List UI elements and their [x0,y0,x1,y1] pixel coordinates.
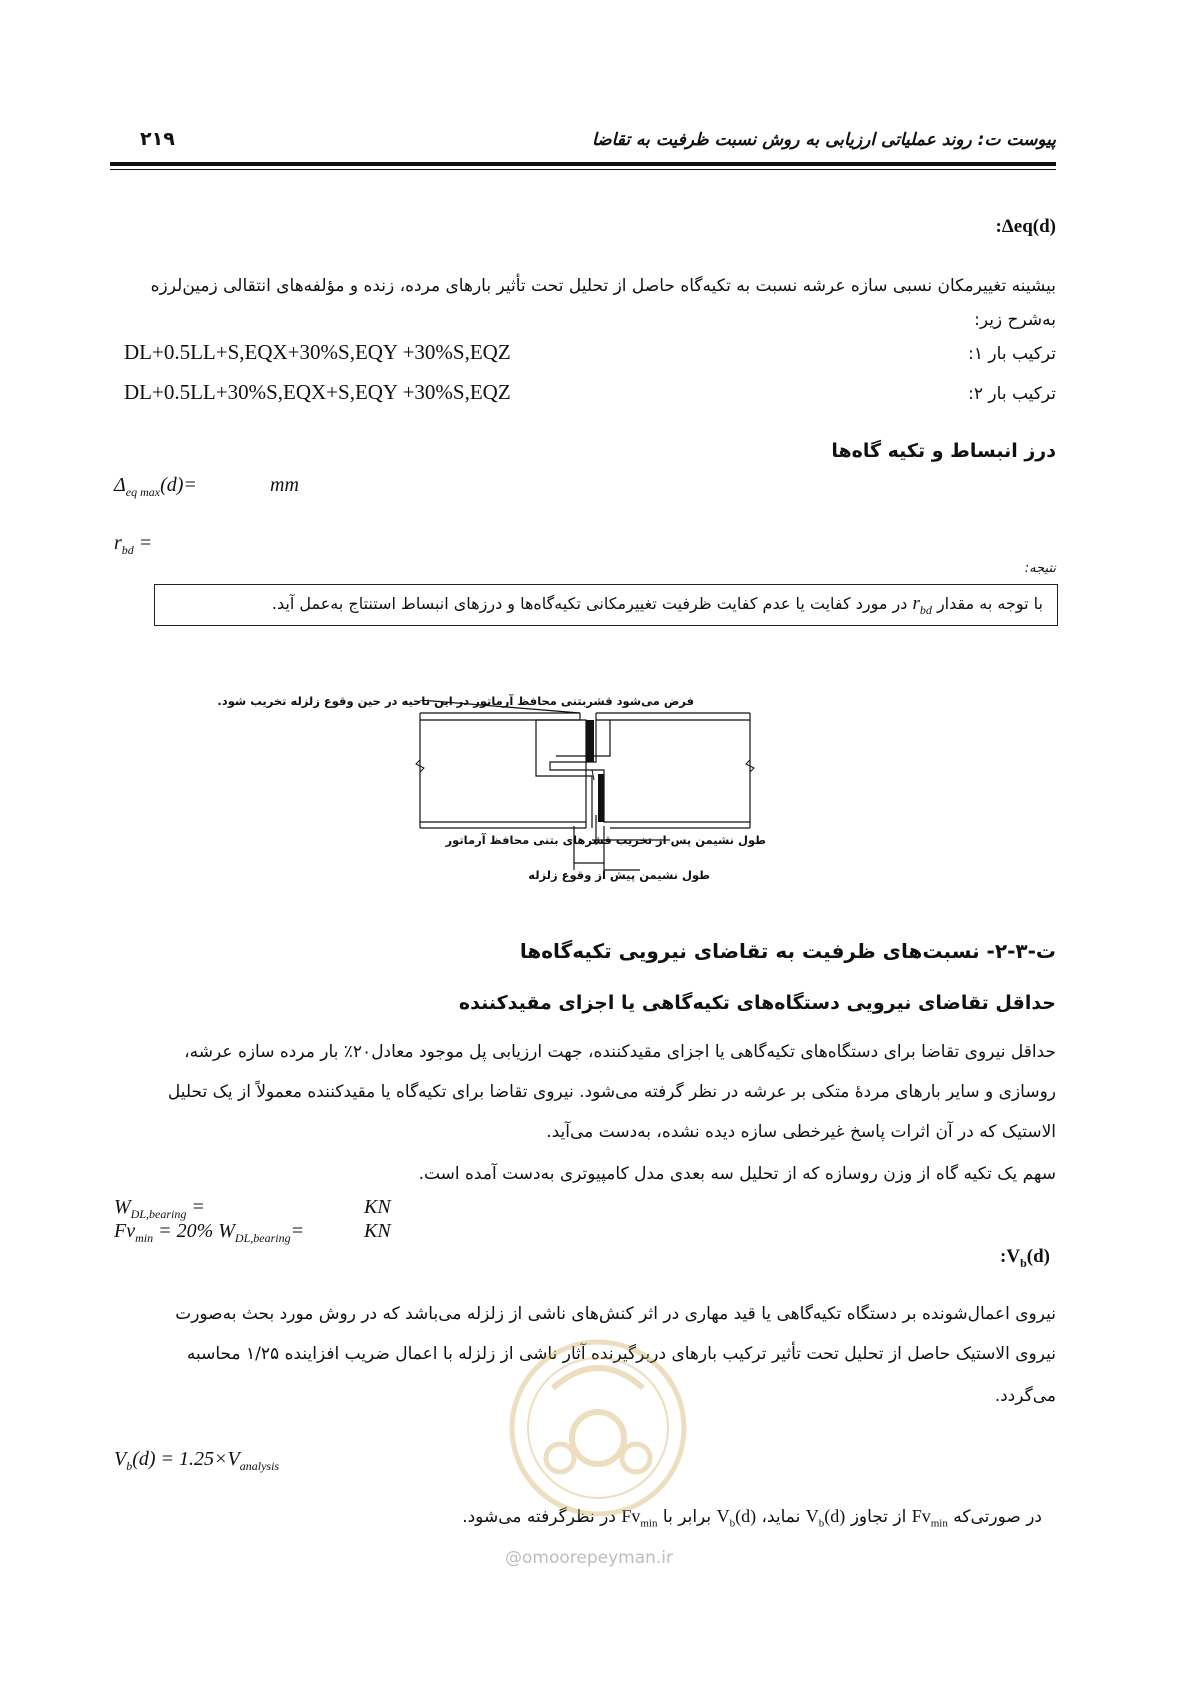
paragraph-delta-eq-line2: به‌شرح زیر: [974,310,1056,330]
page-number: ۲۱۹ [140,128,175,150]
rbd-inline-symbol: $r_{bd}$ [912,593,932,617]
watermark-text: @omoorepeyman.ir [505,1548,674,1568]
vb-symbol: $:V_b(d)$ [1000,1246,1050,1270]
w-dl-bearing-formula: $W_{DL,bearing}$ = [114,1196,205,1221]
section-heading-expansion-joint: درز انبساط و تکیه گاه‌ها [831,440,1056,462]
load-combo-1-label: ترکیب بار ۱: [968,344,1056,364]
subheading-min-demand: حداقل تقاضای نیرویی دستگاه‌های تکیه‌گاهی یا اجزای مقیدکننده [458,992,1056,1014]
vb-formula: $V_b(d) = 1.25\times V_{analysis}$ [114,1448,280,1473]
bearing-seat-diagram [410,700,760,880]
paragraph-vb-line1: نیروی اعمال‌شونده بر دستگاه تکیه‌گاهی یا قید مهاری در اثر کنش‌های ناشی از زلزله می‌باشد که در روش مورد بحث به‌صورت [175,1304,1056,1324]
fv-min-formula: $Fv_{min} = 20\%$ $W_{DL,bearing}=$ [114,1220,305,1245]
paragraph-min-demand-line2: روسازی و سایر بارهای مردهٔ متکی بر عرشه در نظر گرفته می‌شود. نیروی تقاضا برای تکیه‌گاه یا مقیدکننده معمولاً از یک تحلیل [167,1082,1056,1102]
rbd-formula: $r_{bd}$ = [114,532,153,557]
running-header-title: پیوست ت: روند عملیاتی ارزیابی به روش نسبت ظرفیت به تقاضا [592,130,1056,150]
watermark-seal-icon [498,1328,698,1528]
section-heading-bearing-force-ratio: ت-۳-۲- نسبت‌های ظرفیت به تقاضای نیرویی تکیه‌گاه‌ها [519,939,1056,963]
fv-min-unit: KN [364,1220,391,1242]
figure-label-mid: طول نشیمن پس از تخریب قشرهای بتنی محافظ آرماتور [445,833,766,847]
figure-label-bottom: طول نشیمن پیش از وقوع زلزله [528,868,710,882]
result-label: نتیجه: [1024,561,1056,576]
paragraph-vb-line3: می‌گردد. [994,1386,1056,1406]
fv-min-inline: $Fv_{min}$ [911,1506,948,1530]
paragraph-min-demand-line1: حداقل نیروی تقاضا برای دستگاه‌های تکیه‌گاهی یا اجزای مقیدکننده، جهت ارزیابی پل موجود معادل۲۰٪ بار مرده سازه عرشه، [184,1042,1056,1062]
result-box [154,584,1058,626]
delta-eq-max-unit: mm [270,474,299,496]
paragraph-final-condition: در صورتی‌که $Fv_{min}$ از تجاوز $V_b(d)$ نماید، $V_b(d)$ برابر با $Fv_{min}$ در نظرگرفته می‌شود. [462,1506,1042,1530]
load-combo-1-formula: DL+0.5LL+S,EQX+30%S,EQY +30%S,EQZ [124,340,511,364]
vb-inline-2: $V_b(d)$ [716,1506,757,1530]
delta-eq-symbol: :Δeq(d) [995,216,1056,237]
figure-label-top: فرض می‌شود قشربتنی محافظ آرماتور در این ناحیه در حین وقوع زلزله تخریب شود. [217,694,694,708]
header-rule-thin [110,169,1056,170]
paragraph-vb-line2: نیروی الاستیک حاصل از تحلیل تحت تأثیر ترکیب بارهای دربرگیرنده آثار ناشی از زلزله با اعمال ضریب افزاینده ۱/۲۵ محاسبه [186,1344,1056,1364]
paragraph-delta-eq-line1: بیشینه تغییرمکان نسبی سازه عرشه نسبت به تکیه‌گاه حاصل از تحلیل تحت تأثیر بارهای مرده، زنده و مؤلفه‌های انتقالی زمین‌لرزه [150,276,1056,296]
load-combo-2-label: ترکیب بار ۲: [968,384,1056,404]
paragraph-superstructure-share: سهم یک تکیه گاه از وزن روسازه که از تحلیل سه بعدی مدل کامپیوتری به‌دست آمده است. [418,1164,1056,1184]
result-box-text: با توجه به مقدار $r_{bd}$ در مورد کفایت یا عدم کفایت ظرفیت تغییرمکانی تکیه‌گاه‌ها و درزهای انبساط استنتاج به‌عمل آید. [271,593,1043,617]
vb-inline-1: $V_b(d)$ [805,1506,846,1530]
paragraph-min-demand-line3: الاستیک که در آن اثرات پاسخ غیرخطی سازه دیده نشده، به‌دست می‌آید. [546,1122,1056,1142]
delta-eq-max-formula: $\Delta_{eq max}(d)=$ [114,474,197,499]
w-dl-bearing-unit: KN [364,1196,391,1218]
header-rule-thick [110,162,1056,166]
fv-min-inline-2: $Fv_{min}$ [621,1506,658,1530]
load-combo-2-formula: DL+0.5LL+30%S,EQX+S,EQY +30%S,EQZ [124,380,511,404]
